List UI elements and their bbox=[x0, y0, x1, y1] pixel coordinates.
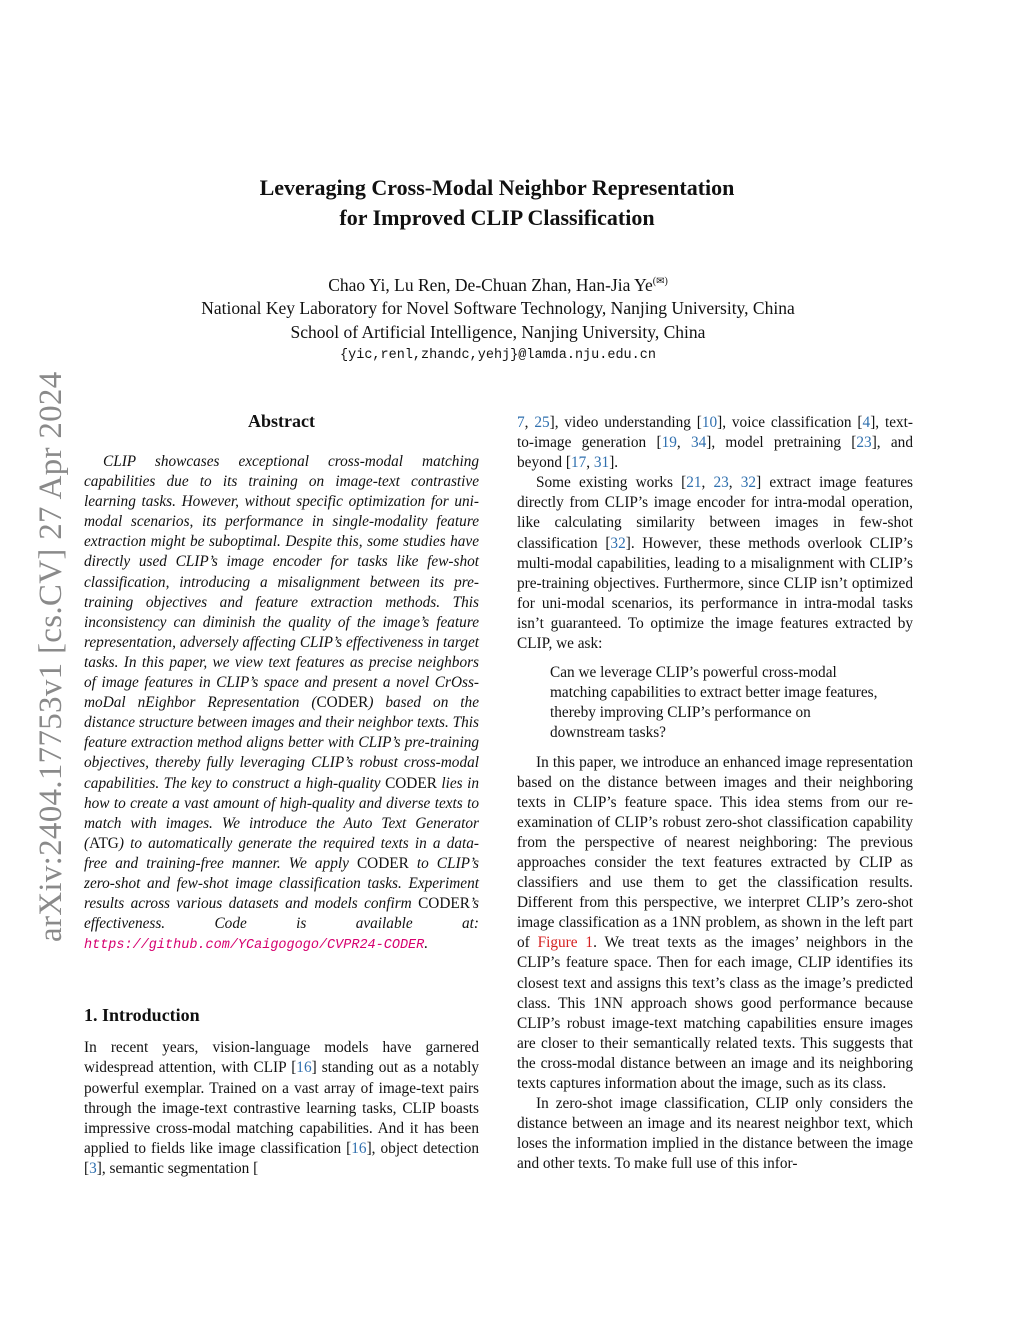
text-run: ] standing out as a notably powerful exemplar. Trained on a vast array of image-text pairs through the image-text contrastive learning tasks, CLIP boasts impressive cross-modal matching capabilities. And it has been applied to fields like image classification [ bbox=[84, 1059, 479, 1157]
coder-acronym: CODER bbox=[385, 774, 437, 792]
citation-link[interactable]: 32 bbox=[610, 534, 626, 552]
citation-link[interactable]: 23 bbox=[856, 434, 872, 452]
citation-link[interactable]: 25 bbox=[534, 414, 550, 431]
atg-acronym-name: Auto Text Generator bbox=[343, 814, 480, 832]
section-heading-introduction: 1. Introduction bbox=[84, 1005, 200, 1026]
text-run: ], model pretraining [ bbox=[706, 434, 857, 452]
citation-link[interactable]: 17 bbox=[570, 454, 587, 472]
text-run: ], and beyond [ bbox=[517, 434, 913, 472]
citation-link[interactable]: 34 bbox=[690, 434, 707, 452]
author-names: Chao Yi, Lu Ren, De-Chuan Zhan, Han-Jia Ye bbox=[328, 274, 653, 295]
affiliation-1: National Key Laboratory for Novel Software Technology, Nanjing University, China bbox=[201, 298, 795, 319]
left-column bbox=[84, 409, 479, 1179]
citation-link[interactable]: 19 bbox=[661, 434, 677, 452]
intro-paragraph-3 bbox=[517, 753, 913, 1095]
author-block bbox=[100, 270, 896, 368]
abstract-part: ) based on the distance structure between images and their neighbor texts. This feature extraction method aligns better with CLIP’s pre-training objectives, thereby fully leveraging CLIP’s robust cross-modal capabilities. The key to construct a high-quality bbox=[84, 694, 479, 792]
text-run: ], object detection [ bbox=[84, 1139, 479, 1177]
atg-acronym: ATG bbox=[89, 834, 119, 852]
intro-paragraph-2 bbox=[517, 473, 913, 654]
text-run: , bbox=[524, 414, 535, 431]
citation-link[interactable]: 4 bbox=[862, 414, 871, 431]
citation-link[interactable]: 3 bbox=[89, 1159, 97, 1177]
abstract-part: ’s effectiveness. Code is available at: bbox=[84, 895, 479, 933]
citation-link[interactable]: 16 bbox=[296, 1059, 312, 1077]
coder-acronym: CODER bbox=[316, 694, 369, 712]
text-run: . We treat texts as the images’ neighbors in the CLIP’s feature space. Then for each image, CLIP identifies its closest text and assigns this text’s class as the image’s predicted class. This 1NN approach shows good performance because CLIP’s robust image-text matching capabilities ensure images are closer to their semantically related texts. This suggests that the cross-modal distance between an image and its neighboring texts captures information about the image, such as its class. bbox=[517, 934, 913, 1092]
figure-reference-link[interactable]: Figure 1 bbox=[537, 934, 594, 952]
text-run: ]. bbox=[609, 454, 619, 472]
arxiv-stamp: arXiv:2404.17753v1 [cs.CV] 27 Apr 2024 bbox=[33, 371, 69, 942]
research-question: Can we leverage CLIP’s powerful cross-modal matching capabilities to extract better image features, thereby improving CLIP’s performance on downstream tasks? bbox=[550, 664, 878, 742]
text-run: In recent years, vision-language models have garnered widespread attention, with CLIP [ bbox=[84, 1039, 479, 1077]
abstract-heading: Abstract bbox=[248, 411, 315, 431]
author-list bbox=[100, 270, 896, 297]
citation-link[interactable]: 7 bbox=[517, 414, 525, 431]
code-link[interactable]: https://github.com/YCaigogogo/CVPR24-CODER bbox=[84, 938, 425, 954]
citation-link[interactable]: 10 bbox=[701, 414, 718, 431]
abstract-part: ( bbox=[299, 694, 317, 712]
intro-paragraph-4: In zero-shot image classification, CLIP only considers the distance between an image and its nearest neighbor text, which loses the information implied in the distance between the image and other texts. To make full use of this infor- bbox=[517, 1095, 913, 1173]
text-run: ], video understanding [ bbox=[549, 414, 702, 431]
text-run: ], text-to-image generation [ bbox=[517, 414, 913, 452]
intro-paragraph-1 bbox=[84, 1038, 479, 1179]
affiliation-2: School of Artificial Intelligence, Nanjing University, China bbox=[290, 321, 706, 342]
intro-paragraph-1-continued bbox=[517, 413, 913, 473]
citation-link[interactable]: 16 bbox=[351, 1139, 367, 1157]
citation-link[interactable]: 21 bbox=[686, 474, 702, 492]
title-line-2: for Improved CLIP Classification bbox=[339, 205, 655, 230]
corresponding-author-mark: (✉) bbox=[652, 276, 668, 287]
abstract-part: CLIP showcases exceptional cross-modal matching capabilities due to its training on image-text contrastive learning tasks. However, without specific optimization for uni-modal scenarios, its performance in single-modality feature extraction might be suboptimal. Despite this, some studies have directly used CLIP’s image encoder for tasks like few-shot classification, introducing a misalignment between its pre-training objectives and feature extraction methods. This inconsistency can diminish the quality of the image’s feature representation, adversely affecting CLIP’s effectiveness in target tasks. In this paper, we view text features as precise neighbors of image features in CLIP’s space and present a novel bbox=[84, 453, 479, 692]
text-run: In this paper, we introduce an enhanced image representation based on the distance between images and their neighboring texts in CLIP’s feature space. This idea stems from our re-examination of CLIP’s robust zero-shot classification capability from the perspective of nearest neighboring: The previous approaches consider the text features extracted by CLIP as classifiers and use them to get the classification results. Different from this perspective, we interpret CLIP’s zero-shot image classification as a 1NN problem, as shown in the left part of bbox=[517, 753, 913, 952]
paper-title bbox=[140, 173, 854, 233]
text-run: Some existing works [ bbox=[536, 474, 687, 492]
citation-link[interactable]: 31 bbox=[593, 454, 610, 472]
abstract-part: to CLIP’s zero-shot and few-shot image classification tasks. Experiment results across various datasets and models confirm bbox=[84, 854, 479, 913]
abstract-part: . bbox=[424, 935, 429, 953]
abstract-text bbox=[84, 452, 479, 956]
coder-acronym-name: CrOss-moDal nEighbor Representation bbox=[84, 674, 479, 712]
citation-link[interactable]: 23 bbox=[713, 474, 729, 492]
abstract-part: ( bbox=[84, 834, 90, 852]
text-run: , bbox=[728, 474, 741, 492]
text-run: ], semantic segmentation [ bbox=[96, 1159, 259, 1177]
text-run: , bbox=[586, 454, 594, 472]
citation-link[interactable]: 32 bbox=[740, 474, 757, 492]
text-run: , bbox=[701, 474, 714, 492]
text-run: ] extract image features directly from CLIP’s image encoder for intra-modal operation, like calculating similarity between images in few-shot classification [ bbox=[517, 474, 914, 552]
coder-acronym: CODER bbox=[356, 854, 409, 872]
title-line-1: Leveraging Cross-Modal Neighbor Representation bbox=[259, 175, 735, 200]
abstract-part: lies in how to create a vast amount of high-quality and diverse texts to match with images. We introduce the bbox=[84, 774, 479, 832]
author-email: {yic,renl,zhandc,yehj}@lamda.nju.edu.cn bbox=[340, 348, 656, 364]
right-column bbox=[517, 413, 913, 1174]
text-run: ]. However, these methods overlook CLIP’s multi-modal capabilities, leading to a misalignment with CLIP’s pre-training objectives. Furthermore, since CLIP isn’t optimized for uni-modal scenarios, its performance in intra-modal tasks isn’t guaranteed. To optimize the image features extracted by CLIP, we ask: bbox=[517, 534, 913, 653]
text-run: ], voice classification [ bbox=[717, 414, 863, 431]
abstract-part: ) to automatically generate the required texts in a data-free and training-free manner. We apply bbox=[84, 834, 479, 872]
text-run: , bbox=[676, 434, 691, 452]
coder-acronym: CODER bbox=[418, 895, 470, 913]
